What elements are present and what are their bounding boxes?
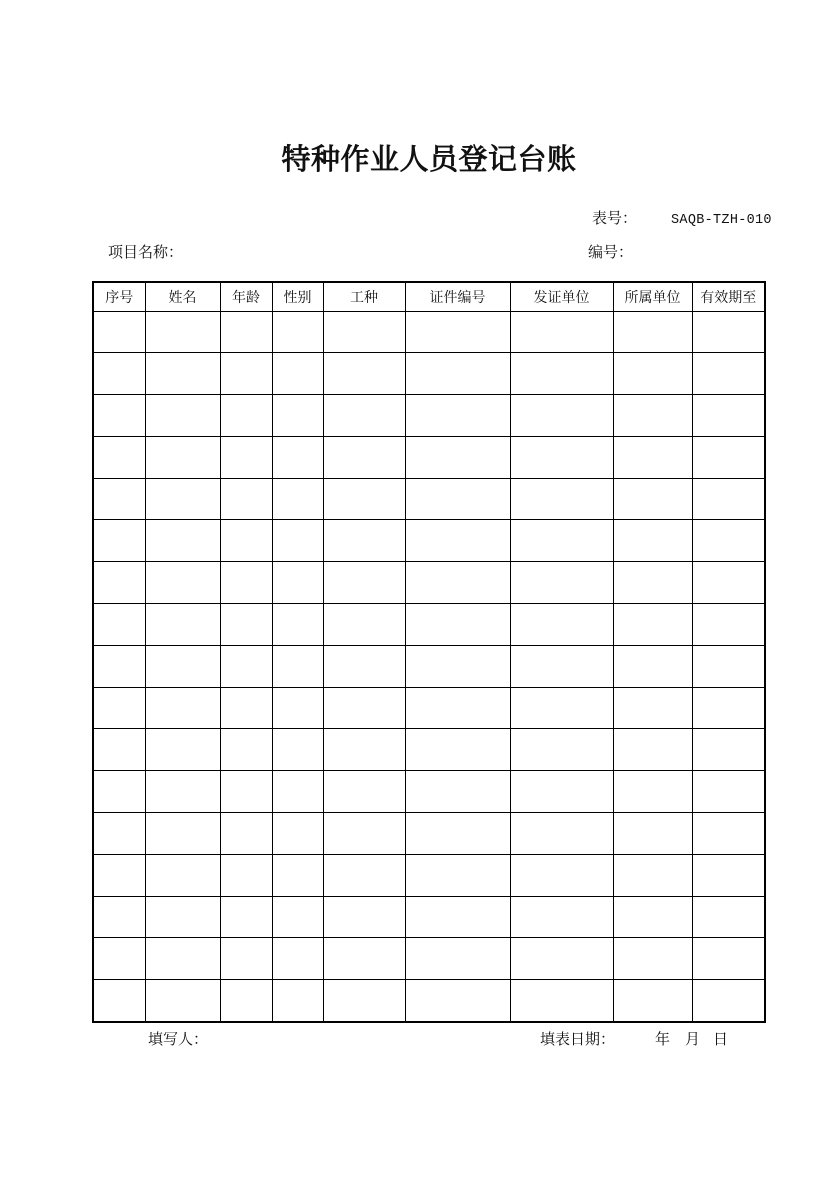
table-cell bbox=[692, 938, 765, 980]
table-cell bbox=[220, 562, 272, 604]
table-cell bbox=[692, 645, 765, 687]
table-cell bbox=[93, 687, 145, 729]
column-header-gender: 性别 bbox=[272, 282, 323, 311]
table-cell bbox=[613, 771, 692, 813]
table-cell bbox=[323, 604, 405, 646]
table-cell bbox=[145, 896, 220, 938]
date-day-label: 日 bbox=[713, 1031, 729, 1048]
table-cell bbox=[145, 980, 220, 1022]
table-cell bbox=[272, 938, 323, 980]
table-cell bbox=[613, 604, 692, 646]
table-cell bbox=[405, 436, 510, 478]
table-cell bbox=[510, 938, 613, 980]
table-cell bbox=[613, 311, 692, 353]
table-cell bbox=[405, 896, 510, 938]
table-cell bbox=[613, 854, 692, 896]
table-cell bbox=[272, 687, 323, 729]
table-cell bbox=[145, 520, 220, 562]
table-row bbox=[93, 478, 765, 520]
table-cell bbox=[145, 645, 220, 687]
table-cell bbox=[692, 771, 765, 813]
table-cell bbox=[93, 562, 145, 604]
table-cell bbox=[93, 353, 145, 395]
column-header-affiliated-unit: 所属单位 bbox=[613, 282, 692, 311]
table-cell bbox=[145, 395, 220, 437]
table-cell bbox=[405, 645, 510, 687]
table-cell bbox=[405, 311, 510, 353]
table-cell bbox=[323, 729, 405, 771]
table-cell bbox=[145, 813, 220, 855]
table-cell bbox=[323, 478, 405, 520]
table-cell bbox=[220, 854, 272, 896]
date-year-label: 年 bbox=[655, 1031, 671, 1048]
table-cell bbox=[220, 896, 272, 938]
table-cell bbox=[220, 478, 272, 520]
form-number-value: SAQB-TZH-010 bbox=[671, 213, 772, 228]
table-cell bbox=[323, 771, 405, 813]
form-number-label: 表号： bbox=[592, 210, 638, 227]
table-cell bbox=[613, 980, 692, 1022]
project-name-label: 项目名称： bbox=[108, 244, 184, 261]
table-cell bbox=[405, 813, 510, 855]
table-cell bbox=[93, 478, 145, 520]
table-cell bbox=[510, 980, 613, 1022]
table-cell bbox=[692, 896, 765, 938]
table-cell bbox=[692, 353, 765, 395]
table-cell bbox=[510, 478, 613, 520]
table-cell bbox=[145, 562, 220, 604]
table-cell bbox=[510, 353, 613, 395]
table-cell bbox=[93, 980, 145, 1022]
table-cell bbox=[220, 813, 272, 855]
table-row bbox=[93, 813, 765, 855]
table-cell bbox=[510, 729, 613, 771]
table-cell bbox=[692, 311, 765, 353]
table-cell bbox=[613, 729, 692, 771]
table-cell bbox=[220, 771, 272, 813]
table-cell bbox=[323, 353, 405, 395]
table-cell bbox=[510, 854, 613, 896]
table-cell bbox=[145, 353, 220, 395]
table-cell bbox=[145, 478, 220, 520]
table-cell bbox=[692, 729, 765, 771]
table-cell bbox=[692, 395, 765, 437]
table-cell bbox=[405, 478, 510, 520]
table-body bbox=[93, 311, 765, 1022]
table-row bbox=[93, 395, 765, 437]
filled-by-label: 填写人： bbox=[148, 1031, 209, 1048]
table-cell bbox=[405, 395, 510, 437]
table-cell bbox=[220, 938, 272, 980]
table-cell bbox=[692, 520, 765, 562]
table-cell bbox=[323, 854, 405, 896]
table-row bbox=[93, 729, 765, 771]
table-cell bbox=[692, 604, 765, 646]
table-cell bbox=[93, 520, 145, 562]
table-cell bbox=[510, 311, 613, 353]
table-cell bbox=[93, 771, 145, 813]
table-cell bbox=[510, 604, 613, 646]
table-cell bbox=[272, 604, 323, 646]
table-cell bbox=[692, 854, 765, 896]
table-cell bbox=[613, 896, 692, 938]
table-cell bbox=[93, 854, 145, 896]
table-row bbox=[93, 562, 765, 604]
table-cell bbox=[405, 771, 510, 813]
table-cell bbox=[272, 562, 323, 604]
fill-date-label: 填表日期： bbox=[540, 1031, 616, 1048]
table-cell bbox=[613, 520, 692, 562]
table-cell bbox=[510, 436, 613, 478]
table-cell bbox=[220, 604, 272, 646]
column-header-issuing-unit: 发证单位 bbox=[510, 282, 613, 311]
table-cell bbox=[510, 395, 613, 437]
table-row bbox=[93, 938, 765, 980]
table-cell bbox=[220, 311, 272, 353]
table-cell bbox=[323, 436, 405, 478]
table-cell bbox=[272, 980, 323, 1022]
table-cell bbox=[93, 311, 145, 353]
table-row bbox=[93, 896, 765, 938]
table-cell bbox=[692, 980, 765, 1022]
table-cell bbox=[272, 520, 323, 562]
table-cell bbox=[692, 478, 765, 520]
table-cell bbox=[613, 813, 692, 855]
table-cell bbox=[272, 854, 323, 896]
table-cell bbox=[692, 436, 765, 478]
table-cell bbox=[145, 938, 220, 980]
table-cell bbox=[220, 645, 272, 687]
table-cell bbox=[613, 562, 692, 604]
table-cell bbox=[323, 645, 405, 687]
table-cell bbox=[272, 436, 323, 478]
table-cell bbox=[613, 938, 692, 980]
table-row bbox=[93, 520, 765, 562]
table-cell bbox=[145, 854, 220, 896]
table-cell bbox=[220, 520, 272, 562]
table-cell bbox=[405, 604, 510, 646]
table-row bbox=[93, 311, 765, 353]
header-row bbox=[93, 282, 765, 311]
table-cell bbox=[323, 562, 405, 604]
table-cell bbox=[323, 520, 405, 562]
table-cell bbox=[272, 478, 323, 520]
table-cell bbox=[510, 896, 613, 938]
table-cell bbox=[272, 645, 323, 687]
table-cell bbox=[613, 645, 692, 687]
table-cell bbox=[510, 771, 613, 813]
table-cell bbox=[145, 687, 220, 729]
table-cell bbox=[510, 645, 613, 687]
table-cell bbox=[613, 687, 692, 729]
table-cell bbox=[272, 896, 323, 938]
table-row bbox=[93, 604, 765, 646]
table-cell bbox=[323, 813, 405, 855]
table-cell bbox=[405, 353, 510, 395]
table-cell bbox=[323, 980, 405, 1022]
doc-number-label: 编号： bbox=[588, 244, 634, 261]
table-cell bbox=[145, 604, 220, 646]
table-row bbox=[93, 980, 765, 1022]
table-cell bbox=[272, 813, 323, 855]
column-header-valid-until: 有效期至 bbox=[692, 282, 765, 311]
table-cell bbox=[93, 938, 145, 980]
table-cell bbox=[93, 436, 145, 478]
table-cell bbox=[405, 562, 510, 604]
date-month-label: 月 bbox=[685, 1031, 701, 1048]
table-cell bbox=[145, 771, 220, 813]
table-cell bbox=[145, 436, 220, 478]
table-row bbox=[93, 353, 765, 395]
table-cell bbox=[220, 687, 272, 729]
table-cell bbox=[692, 813, 765, 855]
table-cell bbox=[405, 854, 510, 896]
table-cell bbox=[405, 520, 510, 562]
table-cell bbox=[692, 562, 765, 604]
table-cell bbox=[613, 353, 692, 395]
table-cell bbox=[405, 938, 510, 980]
table-cell bbox=[220, 729, 272, 771]
table-cell bbox=[145, 729, 220, 771]
table-cell bbox=[323, 687, 405, 729]
table-cell bbox=[613, 478, 692, 520]
table-cell bbox=[145, 311, 220, 353]
table-cell bbox=[510, 687, 613, 729]
column-header-name: 姓名 bbox=[145, 282, 220, 311]
table-cell bbox=[93, 395, 145, 437]
column-header-work-type: 工种 bbox=[323, 282, 405, 311]
table-cell bbox=[510, 562, 613, 604]
footer-line bbox=[0, 1031, 838, 1051]
column-header-certificate-number: 证件编号 bbox=[405, 282, 510, 311]
table-row bbox=[93, 771, 765, 813]
table-row bbox=[93, 687, 765, 729]
fill-date-group bbox=[540, 1031, 728, 1049]
table-cell bbox=[272, 395, 323, 437]
table-cell bbox=[93, 813, 145, 855]
table-cell bbox=[692, 687, 765, 729]
table-cell bbox=[272, 729, 323, 771]
table-cell bbox=[323, 311, 405, 353]
table-cell bbox=[272, 771, 323, 813]
table-cell bbox=[220, 353, 272, 395]
table-cell bbox=[323, 395, 405, 437]
column-header-age: 年龄 bbox=[220, 282, 272, 311]
table-cell bbox=[405, 687, 510, 729]
form-number-line bbox=[592, 210, 772, 230]
table-cell bbox=[272, 311, 323, 353]
table-cell bbox=[323, 938, 405, 980]
table-cell bbox=[93, 645, 145, 687]
table-cell bbox=[272, 353, 323, 395]
table-cell bbox=[510, 813, 613, 855]
table-cell bbox=[220, 395, 272, 437]
table-cell bbox=[405, 980, 510, 1022]
table-row bbox=[93, 436, 765, 478]
table-cell bbox=[220, 436, 272, 478]
table-row bbox=[93, 645, 765, 687]
page-title: 特种作业人员登记台账 bbox=[281, 144, 577, 176]
personnel-ledger-table bbox=[92, 281, 766, 1023]
table-cell bbox=[405, 729, 510, 771]
table-cell bbox=[220, 980, 272, 1022]
table-cell bbox=[93, 896, 145, 938]
table-cell bbox=[613, 395, 692, 437]
table-cell bbox=[93, 729, 145, 771]
table-cell bbox=[323, 896, 405, 938]
table-cell bbox=[510, 520, 613, 562]
table-cell bbox=[93, 604, 145, 646]
table-cell bbox=[613, 436, 692, 478]
table-row bbox=[93, 854, 765, 896]
column-header-serial-number: 序号 bbox=[93, 282, 145, 311]
